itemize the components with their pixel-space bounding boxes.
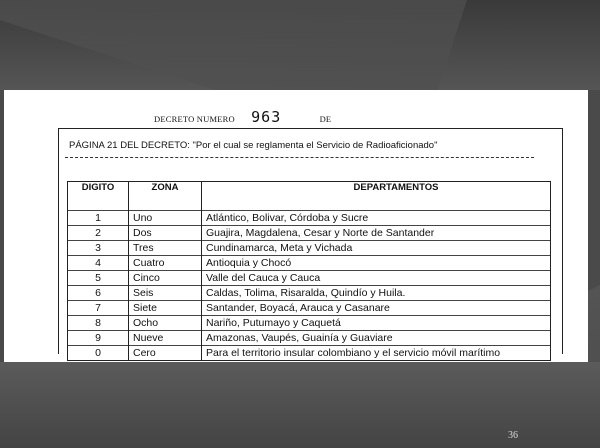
decree-header (154, 108, 331, 126)
departamentos-cell: Atlántico, Bolivar, Córdoba y Sucre (202, 211, 551, 226)
zona-cell: Tres (129, 241, 202, 256)
digit-cell: 3 (68, 241, 129, 256)
digit-cell: 1 (68, 211, 129, 226)
document-image (4, 90, 588, 362)
zona-cell: Uno (129, 211, 202, 226)
zona-cell: Ocho (129, 316, 202, 331)
table-row (68, 241, 551, 256)
departamentos-cell: Guajira, Magdalena, Cesar y Norte de Santander (202, 226, 551, 241)
zona-cell: Cero (129, 346, 202, 361)
departamentos-cell: Caldas, Tolima, Risaralda, Quindío y Huila. (202, 286, 551, 301)
departamentos-cell: Santander, Boyacá, Arauca y Casanare (202, 301, 551, 316)
table-row (68, 211, 551, 226)
digit-cell: 9 (68, 331, 129, 346)
zona-cell: Nueve (129, 331, 202, 346)
digit-cell: 7 (68, 301, 129, 316)
header-digito: DIGITO (68, 182, 129, 199)
slide-page-number: 36 (508, 430, 518, 441)
table-row (68, 271, 551, 286)
decree-number: 963 (251, 108, 282, 126)
table-row (68, 346, 551, 361)
zona-cell: Siete (129, 301, 202, 316)
zona-cell: Cinco (129, 271, 202, 286)
table-row (68, 226, 551, 241)
header-zona: ZONA (129, 182, 202, 199)
digit-cell: 0 (68, 346, 129, 361)
departamentos-cell: Amazonas, Vaupés, Guainía y Guaviare (202, 331, 551, 346)
departamentos-cell: Antioquia y Chocó (202, 256, 551, 271)
digit-cell: 4 (68, 256, 129, 271)
zona-cell: Dos (129, 226, 202, 241)
digit-cell: 8 (68, 316, 129, 331)
table-spacer-row (68, 198, 551, 211)
digit-cell: 2 (68, 226, 129, 241)
table-row (68, 316, 551, 331)
departamentos-cell: Cundinamarca, Meta y Vichada (202, 241, 551, 256)
header-departamentos: DEPARTAMENTOS (202, 182, 551, 199)
departamentos-cell: Valle del Cauca y Cauca (202, 271, 551, 286)
decree-label: DECRETO NUMERO (154, 114, 235, 124)
zona-cell: Cuatro (129, 256, 202, 271)
document-subtitle: PÁGINA 21 DEL DECRETO: "Por el cual se reglamenta el Servicio de Radioaficionado" (69, 140, 438, 151)
departamentos-cell: Nariño, Putumayo y Caquetá (202, 316, 551, 331)
decree-suffix: DE (319, 114, 332, 124)
digit-cell: 6 (68, 286, 129, 301)
zones-table (67, 181, 551, 361)
table-row (68, 286, 551, 301)
table-row (68, 301, 551, 316)
document-frame (58, 128, 563, 359)
digit-cell: 5 (68, 271, 129, 286)
table-row (68, 331, 551, 346)
zona-cell: Seis (129, 286, 202, 301)
table-row (68, 256, 551, 271)
dashed-divider (65, 157, 534, 158)
departamentos-cell: Para el territorio insular colombiano y el servicio móvil marítimo (202, 346, 551, 361)
table-header-row (68, 182, 551, 199)
